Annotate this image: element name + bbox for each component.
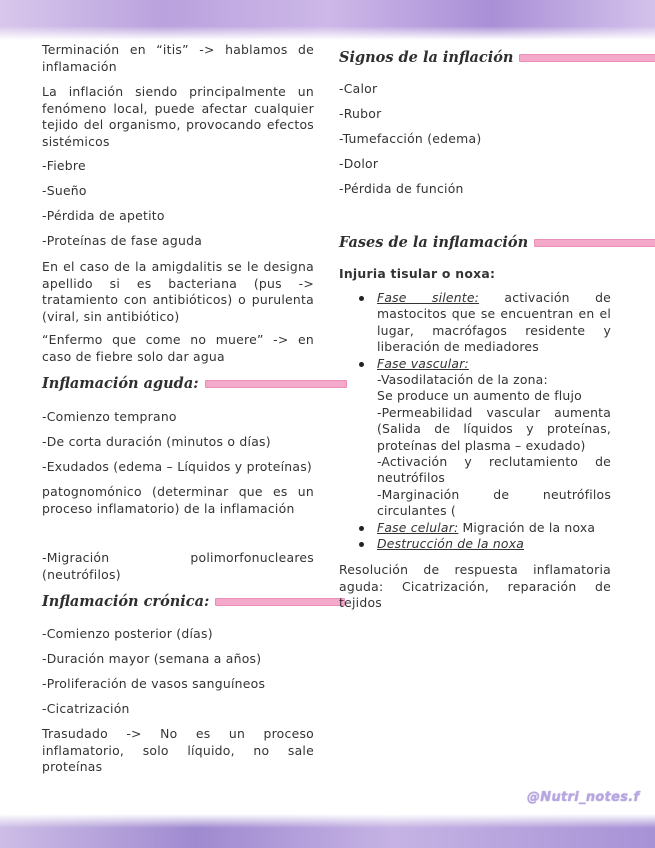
effect-item: -Proteínas de fase aguda bbox=[42, 233, 203, 248]
aguda-item: -Exudados (edema – Líquidos y proteínas) bbox=[42, 459, 313, 474]
list-item bbox=[377, 520, 611, 536]
paragraph-local-phenomenon: La inflación siendo principalmente un fenómeno local, puede afectar cualquier tejido del organismo, provocando efectos sistémicos bbox=[42, 84, 314, 149]
fase-label: Fase silente: bbox=[377, 290, 480, 305]
aguda-item: -Comienzo temprano bbox=[42, 409, 177, 424]
paragraph-amigdalitis: En el caso de la amigdalitis se le designa apellido si es bacteriana (pus -> tratamiento con antibióticos) o purulenta (viral, sin antibiótico) bbox=[42, 259, 314, 324]
effect-item: -Sueño bbox=[42, 183, 87, 198]
heading-signos bbox=[339, 49, 655, 66]
effect-item: -Pérdida de apetito bbox=[42, 208, 165, 223]
heading-inflamacion-cronica bbox=[42, 593, 345, 610]
fase-label: Fase vascular: bbox=[377, 355, 469, 371]
bottom-decorative-band bbox=[0, 814, 655, 848]
fase-text: activación de mastocitos que se encuentran en el lugar, macrófagos residente y liberación de mediadores bbox=[377, 290, 611, 355]
watermark-logo: @Nutri_notes.f bbox=[527, 790, 640, 805]
fase-line: -Vasodilatación de la zona: bbox=[377, 372, 548, 388]
list-item bbox=[377, 536, 611, 552]
signo-item: -Calor bbox=[339, 81, 378, 96]
fase-line: -Permeabilidad vascular aumenta (Salida de líquidos y proteínas, proteínas del plasma – exudado) bbox=[377, 404, 611, 453]
signo-item: -Tumefacción (edema) bbox=[339, 131, 482, 146]
fase-line: -Activación y reclutamiento de neutrófilos bbox=[377, 454, 611, 486]
list-item bbox=[377, 290, 611, 356]
paragraph-itis: Terminación en “itis” -> hablamos de inflamación bbox=[42, 42, 314, 74]
signo-item: -Dolor bbox=[339, 156, 379, 171]
fases-list bbox=[339, 290, 611, 553]
heading-inflamacion-aguda bbox=[42, 375, 347, 392]
heading-fases bbox=[339, 234, 655, 251]
effect-item: -Fiebre bbox=[42, 158, 86, 173]
aguda-item: -De corta duración (minutos o días) bbox=[42, 434, 271, 449]
highlight-bar bbox=[519, 54, 655, 62]
highlight-bar bbox=[215, 598, 345, 606]
paragraph-trasudado: Trasudado -> No es un proceso inflamatorio, solo líquido, no sale proteínas bbox=[42, 726, 314, 774]
heading-text: Signos de la inflación bbox=[339, 49, 514, 66]
paragraph-migracion: -Migración polimorfonucleares (neutrófilos) bbox=[42, 550, 314, 582]
heading-text: Fases de la inflamación bbox=[339, 234, 529, 251]
fases-subtitle: Injuria tisular o noxa: bbox=[339, 266, 496, 281]
fase-label: Destrucción de la noxa bbox=[377, 536, 525, 552]
heading-text: Inflamación aguda: bbox=[42, 375, 199, 392]
highlight-bar bbox=[205, 380, 347, 388]
list-item bbox=[377, 356, 611, 520]
paragraph-patognomonico: patognomónico (determinar que es un proceso inflamatorio) de la inflamación bbox=[42, 484, 314, 516]
highlight-bar bbox=[534, 239, 655, 247]
cronica-item: -Comienzo posterior (días) bbox=[42, 626, 213, 641]
top-decorative-band bbox=[0, 0, 655, 40]
fase-line: -Marginación de neutrófilos circulantes ( bbox=[377, 486, 611, 519]
cronica-item: -Cicatrización bbox=[42, 701, 130, 716]
fase-label: Fase celular: bbox=[377, 519, 459, 535]
fase-line: Se produce un aumento de flujo bbox=[377, 388, 582, 404]
signo-item: -Rubor bbox=[339, 106, 382, 121]
signo-item: -Pérdida de función bbox=[339, 181, 464, 196]
heading-text: Inflamación crónica: bbox=[42, 593, 210, 610]
cronica-item: -Proliferación de vasos sanguíneos bbox=[42, 676, 266, 691]
fase-text: Migración de la noxa bbox=[458, 519, 596, 535]
cronica-item: -Duración mayor (semana a años) bbox=[42, 651, 262, 666]
paragraph-resolucion: Resolución de respuesta inflamatoria aguda: Cicatrización, reparación de tejidos bbox=[339, 562, 611, 610]
paragraph-enfermo: “Enfermo que come no muere” -> en caso de fiebre solo dar agua bbox=[42, 332, 314, 364]
